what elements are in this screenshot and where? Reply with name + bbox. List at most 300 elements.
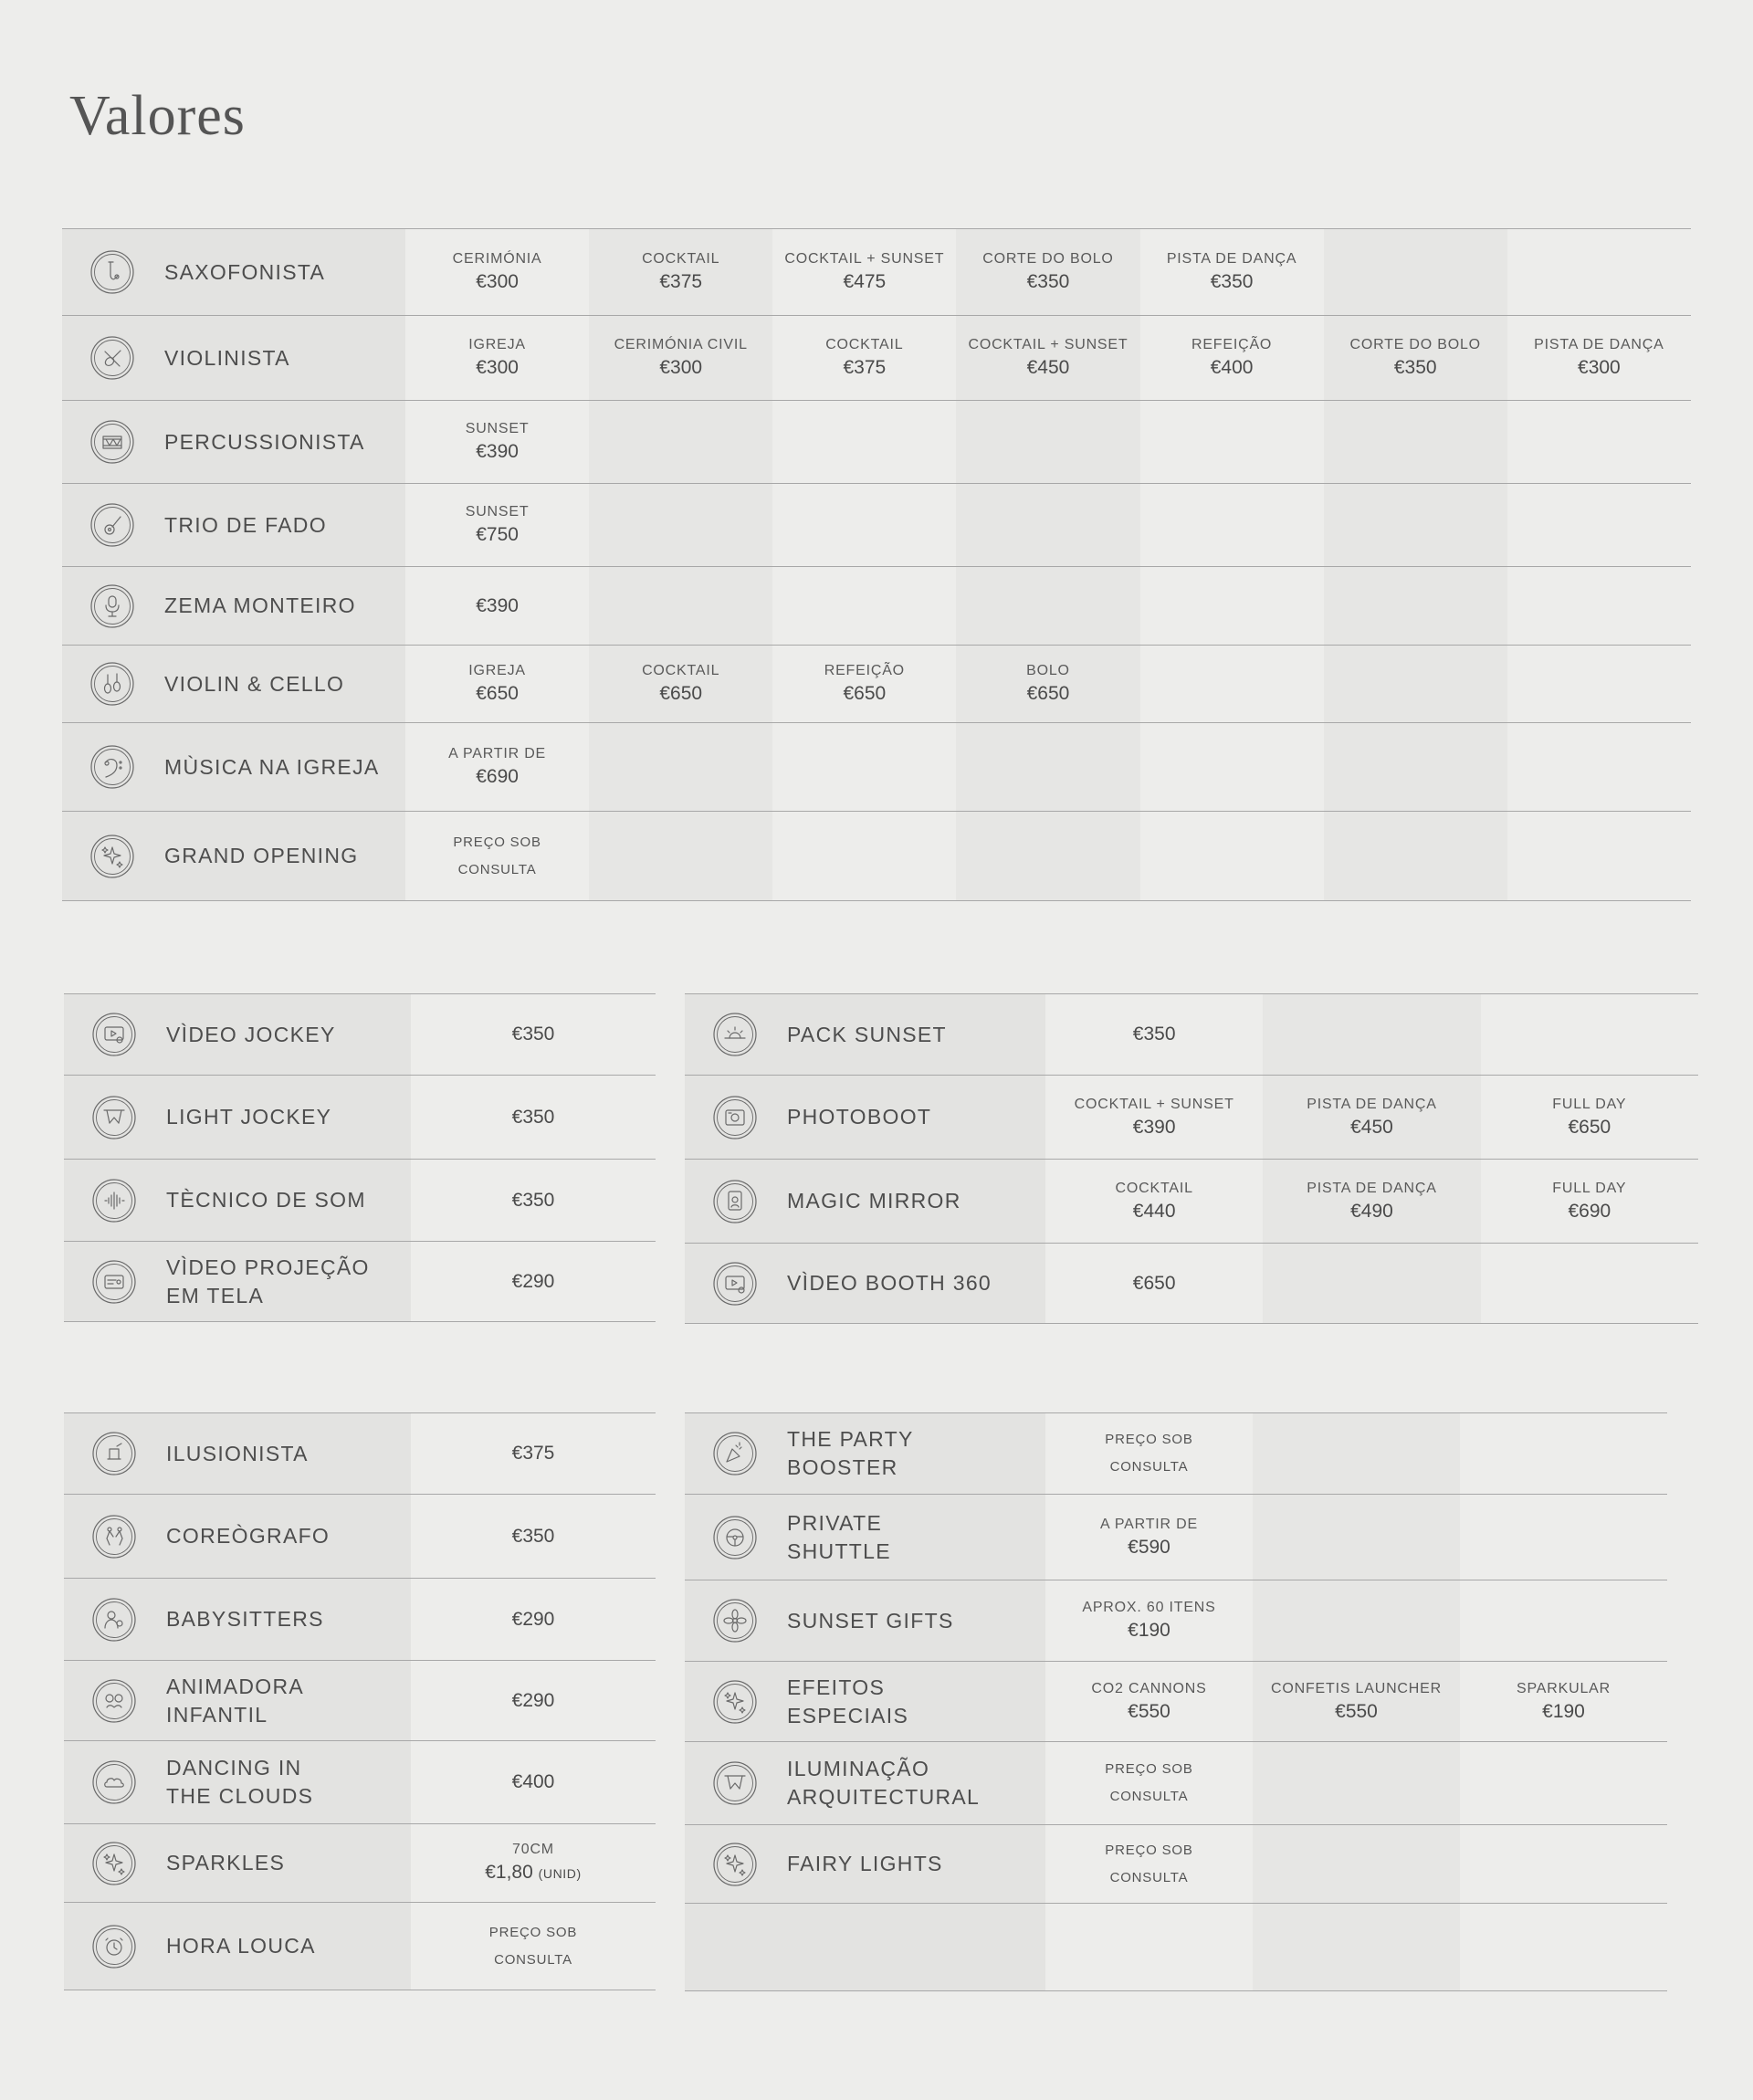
price-note: PREÇO SOB: [1105, 1432, 1193, 1447]
service-name: VIOLINISTA: [164, 345, 290, 370]
price-cell: [1324, 812, 1507, 901]
service-name-cell: [685, 1160, 1045, 1244]
price-cell: [1140, 567, 1324, 646]
price-cell: [1324, 646, 1507, 723]
price-note: PREÇO SOB: [1105, 1842, 1193, 1858]
price-cell: [411, 1824, 656, 1903]
page-title: Valores: [69, 85, 246, 147]
service-name-cell: [685, 1904, 1045, 1991]
price-cell: [1460, 1413, 1667, 1495]
babysitter-icon: [91, 1597, 137, 1643]
service-name-cell: [685, 1076, 1045, 1160]
price-value: [411, 1188, 656, 1213]
service-name: SAXOFONISTA: [164, 259, 326, 284]
service-name-cell: [64, 1076, 411, 1160]
price-value: [405, 593, 589, 619]
price-label: CONFETIS LAUNCHER: [1271, 1680, 1442, 1696]
price-cell: [956, 316, 1139, 401]
price-label: CERIMÓNIA: [452, 251, 542, 267]
price-cell: [1045, 1413, 1253, 1495]
price-label: CORTE DO BOLO: [1349, 337, 1481, 352]
price-value: [1507, 355, 1691, 381]
price-value: [1263, 1115, 1480, 1140]
table-row: [685, 1825, 1667, 1904]
price-cell: [1253, 1662, 1460, 1742]
table-row: [685, 1413, 1667, 1495]
service-name: SUNSET GIFTS: [787, 1608, 954, 1633]
table-row: [64, 1661, 656, 1741]
price-value: [411, 1105, 656, 1130]
price-label: COCKTAIL: [1115, 1180, 1193, 1196]
price-cell: [411, 994, 656, 1076]
table-row: [62, 484, 1691, 567]
party-popper-icon: [712, 1431, 758, 1476]
price-value: [405, 269, 589, 295]
price-cell: [772, 316, 956, 401]
price-value: [411, 1607, 656, 1633]
service-name-cell: [62, 229, 405, 316]
price-label: A PARTIR DE: [448, 746, 547, 761]
price-label: CO2 CANNONS: [1091, 1680, 1207, 1696]
price-value: [1481, 1115, 1698, 1140]
price-unit: (UNID): [538, 1866, 582, 1881]
projector-icon: [91, 1259, 137, 1305]
price-amount: €350: [511, 1525, 555, 1547]
service-name: EFEITOS ESPECIAIS: [787, 1675, 909, 1727]
price-cell: [589, 723, 772, 812]
price-cell: [1460, 1825, 1667, 1904]
service-name-cell: [64, 994, 411, 1076]
price-amount: €400: [1210, 357, 1254, 378]
price-note: PREÇO SOB: [1105, 1761, 1193, 1777]
price-cell: [1045, 1825, 1253, 1904]
price-amount: €375: [843, 357, 887, 378]
price-amount: €490: [1350, 1200, 1393, 1222]
table-row: [64, 1824, 656, 1903]
price-value: [411, 1441, 656, 1466]
extras-price-table: [685, 1412, 1667, 1991]
price-cell: [772, 567, 956, 646]
price-amount: €550: [1128, 1700, 1170, 1722]
price-amount: €440: [1132, 1200, 1176, 1222]
table-row: [685, 1742, 1667, 1825]
price-cell: [589, 567, 772, 646]
price-label: CERIMÓNIA CIVIL: [614, 337, 748, 352]
price-cell: [405, 646, 589, 723]
price-label: COCKTAIL: [642, 251, 720, 267]
table-row: [685, 1160, 1698, 1244]
price-value: [1045, 1618, 1253, 1643]
table-row: [62, 316, 1691, 401]
service-name: ZEMA MONTEIRO: [164, 593, 356, 617]
table-row: [685, 1076, 1698, 1160]
price-cell: [411, 1661, 656, 1741]
entertainment-price-table: [64, 1412, 656, 1990]
price-value: [1253, 1699, 1460, 1725]
price-amount: €590: [1128, 1536, 1170, 1558]
price-amount: €290: [511, 1608, 555, 1630]
price-label: COCKTAIL + SUNSET: [784, 251, 945, 267]
sparkles-icon: [89, 834, 135, 879]
price-value: [405, 439, 589, 465]
cloud-icon: [91, 1759, 137, 1805]
table-row: [62, 567, 1691, 646]
price-cell: [1263, 1076, 1480, 1160]
price-note: CONSULTA: [1109, 1869, 1189, 1885]
table-row: [64, 1242, 656, 1322]
service-name: LIGHT JOCKEY: [166, 1105, 332, 1129]
price-cell: [1507, 646, 1691, 723]
service-name-cell: [62, 567, 405, 646]
price-value: [589, 355, 772, 381]
price-value: [405, 681, 589, 707]
kids-entertainer-icon: [91, 1678, 137, 1724]
price-cell: [1140, 316, 1324, 401]
price-cell: [411, 1160, 656, 1242]
price-cell: [1460, 1662, 1667, 1742]
table-row: [685, 1495, 1667, 1580]
table-row: [64, 1076, 656, 1160]
service-name-cell: [62, 646, 405, 723]
price-value: [1045, 1199, 1263, 1224]
price-cell: [1263, 994, 1480, 1076]
service-name: PRIVATE SHUTTLE: [787, 1510, 891, 1563]
price-cell: [1140, 646, 1324, 723]
price-label: BOLO: [1026, 663, 1070, 678]
price-label: PISTA DE DANÇA: [1534, 337, 1664, 352]
price-cell: [411, 1495, 656, 1579]
price-value: [772, 269, 956, 295]
price-note: PREÇO SOB: [488, 1924, 578, 1940]
price-cell: [1253, 1580, 1460, 1662]
price-cell: [1045, 1160, 1263, 1244]
price-value: [1045, 1271, 1263, 1297]
service-name-cell: [64, 1242, 411, 1322]
flower-icon: [712, 1598, 758, 1643]
table-row: [64, 1495, 656, 1579]
table-row: [64, 1160, 656, 1242]
price-amount: €390: [476, 441, 519, 462]
service-name-cell: [685, 1580, 1045, 1662]
price-cell: [589, 484, 772, 567]
price-amount: €650: [476, 683, 519, 704]
price-label: PISTA DE DANÇA: [1166, 251, 1297, 267]
service-name-cell: [64, 1579, 411, 1661]
violin-cello-icon: [89, 661, 135, 707]
price-amount: €690: [1568, 1200, 1611, 1222]
price-cell: [1507, 812, 1691, 901]
table-row: [64, 1579, 656, 1661]
price-cell: [772, 812, 956, 901]
price-cell: [1324, 567, 1507, 646]
price-cell: [1253, 1495, 1460, 1580]
service-name-cell: [64, 1661, 411, 1741]
price-cell: [411, 1903, 656, 1990]
price-cell: [1045, 1742, 1253, 1825]
violin-icon: [89, 335, 135, 381]
price-amount: €650: [1568, 1116, 1611, 1138]
price-value: [1324, 355, 1507, 381]
price-value: [956, 681, 1139, 707]
service-name-cell: [64, 1903, 411, 1990]
price-value: [405, 522, 589, 548]
price-label: FULL DAY: [1552, 1180, 1627, 1196]
price-cell: [1507, 723, 1691, 812]
service-name: TRIO DE FADO: [164, 512, 327, 537]
price-cell: [411, 1076, 656, 1160]
price-cell: [589, 229, 772, 316]
price-label: 70CM: [512, 1842, 554, 1857]
price-amount: €550: [1335, 1700, 1378, 1722]
price-cell: [956, 401, 1139, 484]
price-cell: [1507, 401, 1691, 484]
price-amount: €375: [511, 1443, 555, 1464]
price-label: REFEIÇÃO: [824, 663, 905, 678]
service-name: DANCING IN THE CLOUDS: [166, 1756, 314, 1808]
saxophone-icon: [89, 249, 135, 295]
price-cell: [589, 316, 772, 401]
service-name-cell: [64, 1824, 411, 1903]
price-amount: €300: [1578, 357, 1621, 378]
price-cell: [1460, 1742, 1667, 1825]
service-name-cell: [64, 1741, 411, 1824]
price-amount: €1,80: [485, 1862, 533, 1883]
price-amount: €350: [511, 1189, 555, 1211]
price-cell: [772, 401, 956, 484]
price-label: SUNSET: [465, 504, 530, 520]
service-name: ILUMINAÇÃO ARQUITECTURAL: [787, 1757, 981, 1809]
music-price-table: [62, 228, 1691, 901]
price-cell: [411, 1741, 656, 1824]
price-cell: [1253, 1904, 1460, 1991]
price-value: [411, 1524, 656, 1549]
price-value: [772, 681, 956, 707]
price-cell: [405, 316, 589, 401]
price-amount: €300: [476, 357, 519, 378]
price-cell: [956, 567, 1139, 646]
price-label: SPARKULAR: [1517, 1680, 1611, 1696]
price-note: CONSULTA: [1109, 1789, 1189, 1804]
price-amount: €350: [1132, 1024, 1176, 1045]
service-name: HORA LOUCA: [166, 1934, 316, 1958]
price-label: PISTA DE DANÇA: [1307, 1180, 1437, 1196]
service-name: VÌDEO JOCKEY: [166, 1022, 336, 1046]
table-row: [62, 229, 1691, 316]
table-row: [62, 723, 1691, 812]
price-value: [1045, 1022, 1263, 1047]
table-row: [64, 1741, 656, 1824]
video-light-price-table: [64, 993, 656, 1322]
microphone-icon: [89, 583, 135, 629]
price-cell: [1045, 1662, 1253, 1742]
price-amount: €350: [1026, 271, 1070, 292]
stage-lights-icon: [712, 1760, 758, 1806]
price-value: [405, 355, 589, 381]
price-cell: [1263, 1244, 1480, 1324]
price-cell: [772, 646, 956, 723]
price-cell: [1507, 316, 1691, 401]
mirror-icon: [712, 1179, 758, 1224]
price-value: [1045, 1115, 1263, 1140]
table-row: [62, 646, 1691, 723]
service-name-cell: [62, 401, 405, 484]
price-amount: €375: [659, 271, 703, 292]
table-row: [62, 401, 1691, 484]
price-cell: [1253, 1413, 1460, 1495]
price-amount: €190: [1542, 1700, 1585, 1722]
price-amount: €300: [476, 271, 519, 292]
price-cell: [1460, 1495, 1667, 1580]
price-cell: [1253, 1742, 1460, 1825]
service-name: COREÒGRAFO: [166, 1524, 331, 1548]
sound-wave-icon: [91, 1178, 137, 1223]
price-amount: €350: [511, 1024, 555, 1045]
price-cell: [1045, 1904, 1253, 1991]
price-label: PISTA DE DANÇA: [1307, 1096, 1437, 1112]
price-amount: €300: [659, 357, 703, 378]
service-name-cell: [62, 723, 405, 812]
price-value: [956, 355, 1139, 381]
price-cell: [1045, 1495, 1253, 1580]
price-cell: [411, 1579, 656, 1661]
price-note: CONSULTA: [494, 1951, 572, 1968]
price-cell: [405, 723, 589, 812]
price-amount: €750: [476, 524, 519, 545]
table-row: [64, 994, 656, 1076]
price-cell: [405, 567, 589, 646]
price-amount: €290: [511, 1270, 555, 1292]
price-cell: [1263, 1160, 1480, 1244]
price-cell: [1140, 401, 1324, 484]
price-value: [1481, 1199, 1698, 1224]
price-cell: [1481, 1160, 1698, 1244]
price-cell: [411, 1242, 656, 1322]
price-cell: [1045, 1076, 1263, 1160]
price-amount: €650: [843, 683, 887, 704]
price-cell: [956, 229, 1139, 316]
service-name-cell: [64, 1495, 411, 1579]
price-cell: [772, 484, 956, 567]
service-name: VIOLIN & CELLO: [164, 671, 345, 696]
price-value: [1140, 269, 1324, 295]
price-value: [589, 269, 772, 295]
party-clock-icon: [91, 1924, 137, 1969]
price-cell: [1460, 1904, 1667, 1991]
price-label: FULL DAY: [1552, 1096, 1627, 1112]
service-name-cell: [62, 484, 405, 567]
video-booth-icon: [712, 1261, 758, 1307]
price-label: IGREJA: [468, 663, 526, 678]
price-label: COCKTAIL + SUNSET: [968, 337, 1128, 352]
price-cell: [1140, 723, 1324, 812]
price-value: [411, 1022, 656, 1047]
bass-clef-icon: [89, 744, 135, 790]
price-amount: €190: [1128, 1620, 1170, 1641]
sunset-icon: [712, 1012, 758, 1057]
price-label: SUNSET: [465, 421, 530, 436]
guitar-icon: [89, 502, 135, 548]
price-label: APROX. 60 ITENS: [1082, 1600, 1216, 1615]
price-cell: [405, 812, 589, 901]
magic-hat-icon: [91, 1431, 137, 1476]
price-cell: [1140, 812, 1324, 901]
service-name-cell: [64, 1160, 411, 1242]
service-name: VÌDEO PROJEÇÃO EM TELA: [166, 1255, 370, 1307]
price-note: PREÇO SOB: [453, 834, 541, 850]
price-value: [1140, 355, 1324, 381]
service-name: MÙSICA NA IGREJA: [164, 754, 380, 779]
price-label: COCKTAIL + SUNSET: [1074, 1096, 1234, 1112]
photo-booth-icon: [712, 1095, 758, 1140]
price-label: CORTE DO BOLO: [982, 251, 1114, 267]
price-cell: [1324, 484, 1507, 567]
dancers-icon: [91, 1514, 137, 1559]
price-amount: €350: [511, 1106, 555, 1128]
service-name: ANIMADORA INFANTIL: [166, 1674, 303, 1727]
table-row: [62, 812, 1691, 901]
drum-icon: [89, 419, 135, 465]
price-amount: €450: [1026, 357, 1070, 378]
price-value: [1045, 1699, 1253, 1725]
service-name-cell: [62, 812, 405, 901]
service-name: ILUSIONISTA: [166, 1441, 309, 1465]
price-cell: [1507, 229, 1691, 316]
price-value: [411, 1688, 656, 1714]
service-name-cell: [685, 994, 1045, 1076]
price-value: [1045, 1535, 1253, 1560]
price-cell: [772, 723, 956, 812]
price-cell: [1045, 1244, 1263, 1324]
price-cell: [1045, 1580, 1253, 1662]
price-amount: €350: [1210, 271, 1254, 292]
table-row: [64, 1413, 656, 1495]
table-row: [685, 994, 1698, 1076]
table-row: [685, 1580, 1667, 1662]
price-value: [589, 681, 772, 707]
service-name-cell: [685, 1662, 1045, 1742]
price-cell: [1324, 401, 1507, 484]
price-value: [411, 1860, 656, 1886]
stage-lights-icon: [91, 1095, 137, 1140]
price-value: [956, 269, 1139, 295]
price-cell: [589, 401, 772, 484]
service-name: TÈCNICO DE SOM: [166, 1188, 366, 1212]
price-cell: [1324, 723, 1507, 812]
video-icon: [91, 1012, 137, 1057]
price-amount: €290: [511, 1689, 555, 1711]
price-cell: [1253, 1825, 1460, 1904]
service-name: PERCUSSIONISTA: [164, 429, 365, 454]
table-row: [64, 1903, 656, 1990]
price-cell: [956, 646, 1139, 723]
price-value: [405, 764, 589, 790]
service-name-cell: [62, 316, 405, 401]
price-cell: [956, 723, 1139, 812]
sparkles-icon: [91, 1841, 137, 1886]
price-label: COCKTAIL: [825, 337, 904, 352]
price-cell: [589, 812, 772, 901]
service-name: GRAND OPENING: [164, 844, 359, 867]
price-cell: [1324, 229, 1507, 316]
table-row: [685, 1662, 1667, 1742]
price-amount: €400: [511, 1771, 555, 1792]
price-cell: [405, 229, 589, 316]
price-cell: [1140, 484, 1324, 567]
service-name-cell: [685, 1495, 1045, 1580]
price-cell: [956, 812, 1139, 901]
price-value: [411, 1269, 656, 1295]
price-amount: €450: [1350, 1116, 1393, 1138]
